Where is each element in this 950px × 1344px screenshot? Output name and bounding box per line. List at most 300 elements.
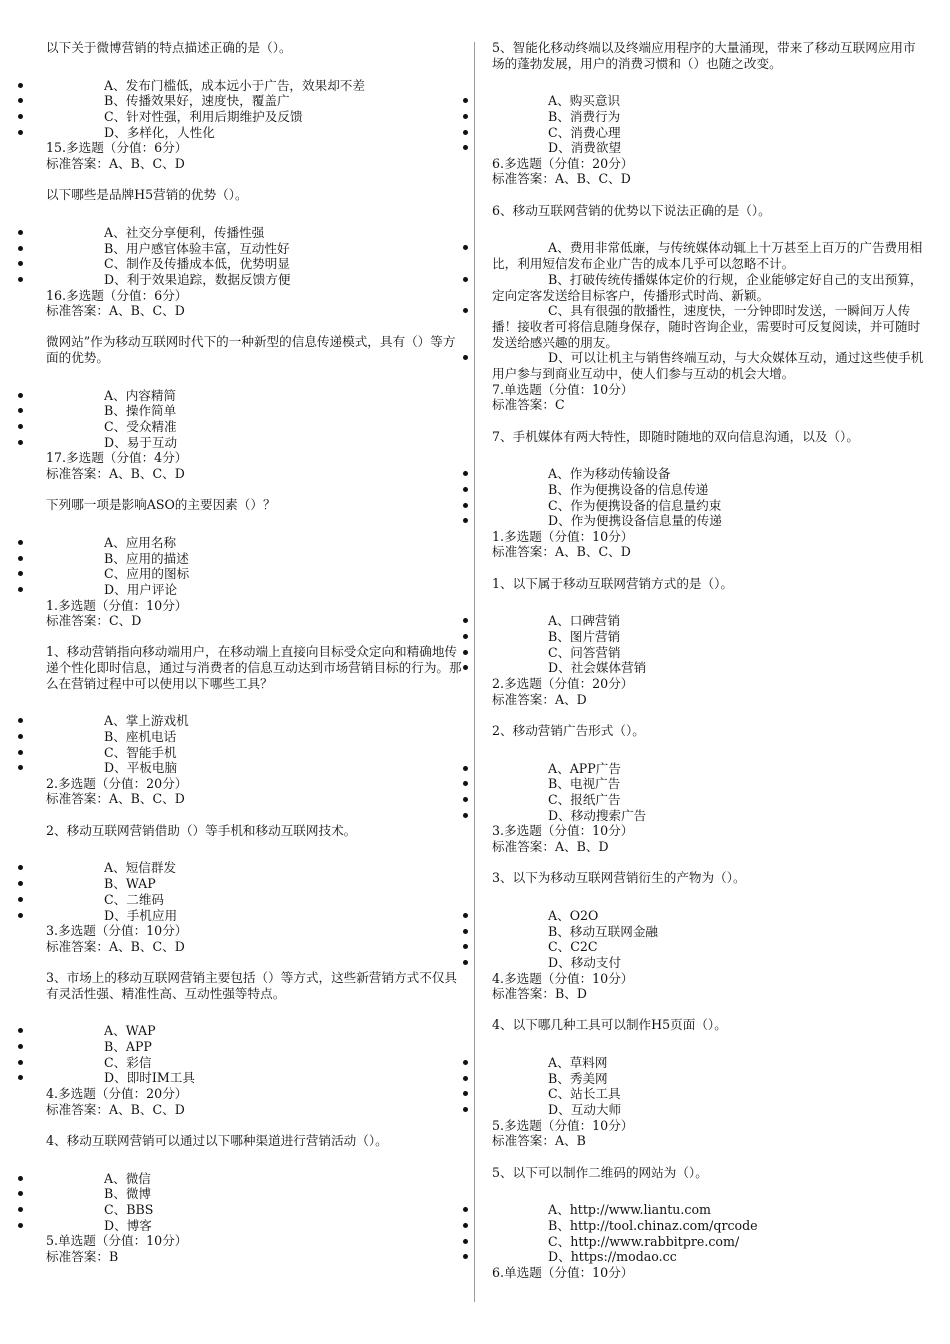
bullet-icon (18, 913, 23, 918)
question-block (18, 823, 464, 970)
bullet-icon (463, 634, 468, 639)
option-text: D、即时IM工具 (104, 1070, 195, 1086)
option-text: D、社会媒体营销 (548, 660, 647, 676)
spacer (18, 481, 464, 497)
option-list (18, 388, 464, 451)
option-item (18, 241, 464, 257)
option-item (474, 761, 924, 777)
bullet-icon (463, 1060, 468, 1065)
standard-answer: 标准答案：C、D (46, 613, 142, 629)
bullet-icon (18, 1223, 23, 1228)
spacer (474, 187, 924, 203)
question-block (474, 40, 924, 203)
option-list (18, 860, 464, 923)
option-item (474, 1102, 924, 1118)
bullet-icon (18, 897, 23, 902)
option-text: C、http://www.rabbitpre.com/ (548, 1233, 740, 1249)
bullet-icon (463, 1239, 468, 1244)
question-text: 7、手机媒体有两大特性，即随时随地的双向信息沟通，以及（）。 (492, 428, 859, 444)
question-text: 2、移动互联网营销借助（）等手机和移动互联网技术。 (46, 822, 357, 838)
bullet-icon (463, 781, 468, 786)
question-type-score: 4.多选题（分值：10分） (492, 970, 634, 986)
question-block (474, 203, 924, 429)
option-text: A、http://www.liantu.com (548, 1202, 711, 1218)
bullet-icon (463, 1091, 468, 1096)
option-text: B、应用的描述 (104, 550, 189, 566)
option-item (474, 1234, 924, 1250)
question-type-score: 17.多选题（分值：4分） (46, 450, 188, 466)
option-item (18, 908, 464, 924)
spacer (18, 628, 464, 644)
question-block (474, 576, 924, 723)
option-text: A、口碑营销 (548, 613, 621, 629)
option-text: A、掌上游戏机 (104, 713, 189, 729)
spacer (474, 71, 924, 93)
question-type-score: 5.单选题（分值：10分） (46, 1233, 188, 1249)
spacer (474, 854, 924, 870)
option-text: D、消费欲望 (548, 140, 622, 156)
question-block (18, 970, 464, 1133)
option-item (474, 140, 924, 156)
option-list (18, 535, 464, 598)
option-text: A、WAP (104, 1023, 156, 1039)
spacer (18, 1149, 464, 1171)
option-item (18, 566, 464, 582)
option-text: D、作为便携设备信息量的传递 (548, 513, 722, 529)
option-text: B、座机电话 (104, 728, 177, 744)
bullet-icon (18, 1075, 23, 1080)
bullet-icon (18, 261, 23, 266)
standard-answer: 标准答案：A、B、D (492, 838, 609, 854)
bullet-icon (18, 230, 23, 235)
option-text: C、报纸广告 (548, 791, 621, 807)
question-text: 以下关于微博营销的特点描述正确的是（）。 (46, 40, 292, 55)
spacer (474, 1033, 924, 1055)
option-item (474, 303, 924, 350)
option-list (474, 93, 924, 156)
question-text: 微网站”作为移动互联网时代下的一种新型的信息传递模式，具有（）等方面的优势。 (46, 334, 456, 366)
option-item (474, 660, 924, 676)
bullet-icon (18, 1176, 23, 1181)
option-item (18, 760, 464, 776)
bullet-icon (18, 393, 23, 398)
bullet-icon (18, 571, 23, 576)
question-type-score: 4.多选题（分值：20分） (46, 1086, 188, 1102)
standard-answer: 标准答案：A、B、C、D (46, 155, 185, 171)
option-item (18, 272, 464, 288)
standard-answer: 标准答案：A、B、C、D (46, 791, 185, 807)
option-item (474, 1086, 924, 1102)
bullet-icon (18, 556, 23, 561)
spacer (474, 1280, 924, 1296)
option-text: C、具有很强的散播性，速度快，一分钟即时发送，一瞬间万人传播！接收者可将信息随身保存，随时咨询企业，需要时可反复阅读，并可随时发送给感兴趣的朋友。 (492, 303, 921, 350)
option-text: D、移动支付 (548, 954, 622, 970)
question-type-score: 6.单选题（分值：10分） (492, 1265, 634, 1281)
option-list (474, 1055, 924, 1118)
question-text: 下列哪一项是影响ASO的主要因素（）？ (46, 497, 276, 513)
option-text: D、互动大师 (548, 1102, 622, 1118)
bullet-icon (463, 1254, 468, 1259)
option-item (474, 1055, 924, 1071)
spacer (474, 444, 924, 466)
option-item (474, 645, 924, 661)
bullet-icon (463, 618, 468, 623)
question-type-score: 3.多选题（分值：10分） (46, 923, 188, 939)
option-list (474, 908, 924, 971)
spacer (474, 1001, 924, 1017)
option-list (474, 613, 924, 676)
option-item (474, 1202, 924, 1218)
option-text: C、受众精准 (104, 419, 177, 435)
option-text: B、移动互联网金融 (548, 923, 659, 939)
option-item (18, 1039, 464, 1055)
option-item (18, 435, 464, 451)
bullet-icon (18, 750, 23, 755)
question-type-score: 1.多选题（分值：10分） (492, 528, 634, 544)
question-block (18, 644, 464, 822)
standard-answer: 标准答案：A、B、C、D (46, 938, 185, 954)
option-text: C、彩信 (104, 1054, 152, 1070)
option-text: D、博客 (104, 1217, 152, 1233)
option-item (474, 1071, 924, 1087)
standard-answer: 标准答案：A、B、C、D (46, 465, 185, 481)
option-item (474, 629, 924, 645)
option-text: C、针对性强，利用后期维护及反馈 (104, 109, 303, 124)
spacer (18, 366, 464, 388)
option-text: C、智能手机 (104, 744, 177, 760)
bullet-icon (18, 1191, 23, 1196)
spacer (18, 318, 464, 334)
bullet-icon (18, 1060, 23, 1065)
spacer (18, 1264, 464, 1280)
option-text: D、移动搜索广告 (548, 807, 647, 823)
option-item (474, 498, 924, 514)
question-type-score: 2.多选题（分值：20分） (46, 776, 188, 792)
option-list (18, 713, 464, 776)
bullet-icon (18, 865, 23, 870)
question-text: 3、市场上的移动互联网营销主要包括（）等方式，这些新营销方式不仅具有灵活性强、精准性高、互动性强等特点。 (46, 970, 458, 1001)
spacer (474, 218, 924, 240)
spacer (18, 203, 464, 225)
spacer (18, 56, 464, 78)
option-text: A、短信群发 (104, 860, 177, 876)
option-list (18, 1023, 464, 1086)
option-text: A、费用非常低廉，与传统媒体动辄上十万甚至上百万的广告费用相比，利用短信发布企业广告的成本几乎可以忽略不计。 (492, 240, 923, 272)
option-text: C、站长工具 (548, 1086, 621, 1102)
question-text: 2、移动营销广告形式（）。 (492, 722, 645, 738)
option-text: A、作为移动传输设备 (548, 466, 671, 482)
question-block (474, 1017, 924, 1164)
option-item (18, 1202, 464, 1218)
option-item (18, 713, 464, 729)
bullet-icon (463, 503, 468, 508)
question-block (474, 1165, 924, 1297)
bullet-icon (18, 246, 23, 251)
option-item (474, 1249, 924, 1265)
spacer (474, 707, 924, 723)
option-list (474, 1202, 924, 1265)
option-item (18, 256, 464, 272)
question-type-score: 15.多选题（分值：6分） (46, 140, 188, 156)
option-item (474, 955, 924, 971)
standard-answer: 标准答案：A、B、C、D (46, 1101, 185, 1117)
option-text: A、O2O (548, 907, 599, 923)
option-text: B、图片营销 (548, 629, 621, 645)
standard-answer: 标准答案：B (46, 1248, 119, 1264)
option-item (474, 908, 924, 924)
option-item (474, 776, 924, 792)
question-type-score: 6.多选题（分值：20分） (492, 156, 634, 171)
question-block (474, 429, 924, 576)
question-type-score: 2.多选题（分值：20分） (492, 676, 634, 692)
question-type-score: 3.多选题（分值：10分） (492, 823, 634, 839)
bullet-icon (463, 650, 468, 655)
right-column (474, 40, 924, 1296)
bullet-icon (18, 540, 23, 545)
spacer (474, 886, 924, 908)
question-block (18, 187, 464, 334)
question-text: 3、以下为移动互联网营销衍生的产物为（）。 (492, 870, 746, 886)
option-text: B、http://tool.chinaz.com/qrcode (548, 1217, 758, 1233)
bullet-icon (18, 130, 23, 135)
option-text: A、微信 (104, 1170, 151, 1186)
question-type-score: 7.单选题（分值：10分） (492, 381, 634, 397)
bullet-icon (18, 587, 23, 592)
option-list (474, 466, 924, 529)
option-item (474, 482, 924, 498)
option-text: C、BBS (104, 1201, 154, 1217)
option-item (18, 860, 464, 876)
bullet-icon (18, 734, 23, 739)
bullet-icon (18, 1028, 23, 1033)
option-text: D、平板电脑 (104, 760, 178, 776)
spacer (474, 591, 924, 613)
spacer (18, 807, 464, 823)
option-text: D、易于互动 (104, 434, 178, 450)
option-item (474, 272, 924, 303)
bullet-icon (18, 408, 23, 413)
question-block (474, 723, 924, 870)
option-text: A、内容精简 (104, 387, 177, 403)
option-item (18, 551, 464, 567)
bullet-icon (463, 471, 468, 476)
option-item (18, 892, 464, 908)
bullet-icon (463, 277, 468, 282)
option-item (18, 225, 464, 241)
option-item (18, 1218, 464, 1234)
option-item (18, 403, 464, 419)
option-item (18, 582, 464, 598)
bullet-icon (18, 83, 23, 88)
option-item (474, 808, 924, 824)
option-text: A、购买意识 (548, 93, 621, 109)
spacer (18, 954, 464, 970)
bullet-icon (18, 424, 23, 429)
option-item (18, 745, 464, 761)
option-text: B、打破传统传播媒体定价的行规，企业能够定好自己的支出预算，定向定客发送给目标客户，传播形式时尚、新颖。 (492, 271, 923, 303)
bullet-icon (463, 944, 468, 949)
bullet-icon (463, 355, 468, 360)
spacer (18, 691, 464, 713)
question-text: 1、以下属于移动互联网营销方式的是（）。 (492, 575, 733, 591)
option-item (18, 1023, 464, 1039)
option-item (474, 466, 924, 482)
option-text: D、用户评论 (104, 581, 178, 597)
bullet-icon (18, 98, 23, 103)
question-type-score: 5.多选题（分值：10分） (492, 1117, 634, 1133)
option-item (18, 1055, 464, 1071)
spacer (18, 171, 464, 187)
spacer (474, 739, 924, 761)
question-text: 5、以下可以制作二维码的网站为（）。 (492, 1164, 708, 1180)
option-item (474, 125, 924, 141)
option-item (474, 1218, 924, 1234)
bullet-icon (463, 114, 468, 119)
question-block (18, 1133, 464, 1280)
question-text: 6、移动互联网营销的优势以下说法正确的是（）。 (492, 202, 771, 218)
bullet-icon (18, 277, 23, 282)
option-text: B、微博 (104, 1186, 152, 1202)
standard-answer: 标准答案：A、D (492, 691, 587, 707)
bullet-icon (18, 881, 23, 886)
option-text: B、消费行为 (548, 108, 621, 124)
option-text: B、WAP (104, 876, 156, 892)
option-item (474, 513, 924, 529)
option-item (474, 350, 924, 381)
bullet-icon (18, 1044, 23, 1049)
option-item (18, 535, 464, 551)
question-text: 以下哪些是品牌H5营销的优势（）。 (46, 187, 248, 203)
option-item (18, 729, 464, 745)
bullet-icon (463, 130, 468, 135)
option-text: C、作为便携设备的信息量约束 (548, 497, 722, 513)
option-text: C、C2C (548, 939, 598, 955)
bullet-icon (463, 245, 468, 250)
bullet-icon (463, 929, 468, 934)
standard-answer: 标准答案：C (492, 397, 565, 413)
option-item (474, 924, 924, 940)
bullet-icon (463, 487, 468, 492)
spacer (18, 513, 464, 535)
bullet-icon (18, 440, 23, 445)
option-text: B、操作简单 (104, 403, 177, 419)
option-item (474, 613, 924, 629)
option-item (18, 93, 464, 109)
option-item (18, 125, 464, 141)
spacer (18, 838, 464, 860)
question-text: 4、移动互联网营销可以通过以下哪种渠道进行营销活动（）。 (46, 1132, 388, 1148)
option-text: B、秀美网 (548, 1070, 608, 1086)
option-item (18, 78, 464, 94)
option-text: C、应用的图标 (104, 566, 190, 582)
option-list (474, 240, 924, 381)
bullet-icon (463, 766, 468, 771)
left-column (18, 40, 464, 1280)
option-text: D、手机应用 (104, 907, 178, 923)
option-text: D、https://modao.cc (548, 1249, 677, 1265)
option-item (474, 939, 924, 955)
option-text: B、电视广告 (548, 776, 621, 792)
option-list (18, 225, 464, 288)
bullet-icon (463, 665, 468, 670)
option-text: B、用户感官体验丰富，互动性好 (104, 240, 290, 256)
spacer (474, 1149, 924, 1165)
bullet-icon (463, 960, 468, 965)
standard-answer: 标准答案：A、B、C、D (492, 544, 631, 560)
option-list (18, 1171, 464, 1234)
question-block (18, 40, 464, 187)
option-item (18, 388, 464, 404)
option-text: C、问答营销 (548, 644, 621, 660)
bullet-icon (18, 765, 23, 770)
standard-answer: 标准答案：B、D (492, 986, 587, 1002)
bullet-icon (463, 1076, 468, 1081)
option-text: B、APP (104, 1038, 152, 1054)
question-block (18, 334, 464, 497)
bullet-icon (463, 145, 468, 150)
bullet-icon (463, 1207, 468, 1212)
spacer (18, 1117, 464, 1133)
bullet-icon (463, 98, 468, 103)
option-list (474, 761, 924, 824)
standard-answer: 标准答案：A、B (492, 1133, 586, 1149)
question-text: 4、以下哪几种工具可以制作H5页面（）。 (492, 1017, 727, 1033)
option-text: D、利于效果追踪，数据反馈方便 (104, 271, 291, 287)
bullet-icon (463, 1223, 468, 1228)
option-text: A、社交分享便利，传播性强 (104, 224, 265, 240)
option-list (18, 78, 464, 141)
bullet-icon (463, 308, 468, 313)
bullet-icon (463, 1107, 468, 1112)
bullet-icon (18, 1207, 23, 1212)
option-item (474, 792, 924, 808)
option-item (18, 1070, 464, 1086)
option-text: C、二维码 (104, 891, 165, 907)
option-item (474, 109, 924, 125)
option-item (18, 1186, 464, 1202)
spacer (474, 1180, 924, 1202)
spacer (474, 560, 924, 576)
question-text: 1、移动营销指向移动端用户，在移动端上直接向目标受众定向和精确地传递个性化即时信息，通过与消费者的信息互动达到市场营销目标的行为。那么在营销过程中可以使用以下哪些工具？ (46, 644, 462, 691)
bullet-icon (463, 797, 468, 802)
question-text: 5、智能化移动终端以及终端应用程序的大量涌现，带来了移动互联网应用市场的蓬勃发展，用户的消费习惯和（）也随之改变。 (492, 40, 916, 71)
option-item (18, 419, 464, 435)
option-text: A、应用名称 (104, 534, 177, 550)
option-text: A、发布门槛低，成本远小于广告，效果却不差 (104, 77, 365, 93)
option-text: B、传播效果好，速度快，覆盖广 (104, 93, 290, 109)
option-item (18, 1171, 464, 1187)
standard-answer: 标准答案：A、B、C、D (492, 171, 631, 187)
option-text: D、可以让机主与销售终端互动，与大众媒体互动，通过这些使手机用户参与到商业互动中，使人们参与互动的机会大增。 (492, 350, 924, 382)
option-text: C、制作及传播成本低，优势明显 (104, 256, 290, 272)
option-item (18, 876, 464, 892)
question-block (18, 497, 464, 644)
bullet-icon (18, 114, 23, 119)
standard-answer: 标准答案：A、B、C、D (46, 303, 185, 319)
bullet-icon (463, 913, 468, 918)
bullet-icon (18, 718, 23, 723)
question-type-score: 16.多选题（分值：6分） (46, 287, 188, 303)
option-item (18, 109, 464, 125)
question-block (474, 870, 924, 1017)
bullet-icon (463, 813, 468, 818)
option-item (474, 93, 924, 109)
option-text: B、作为便携设备的信息传递 (548, 481, 709, 497)
option-text: C、消费心理 (548, 124, 621, 140)
option-text: A、APP广告 (548, 760, 621, 776)
spacer (18, 1001, 464, 1023)
question-type-score: 1.多选题（分值：10分） (46, 597, 188, 613)
